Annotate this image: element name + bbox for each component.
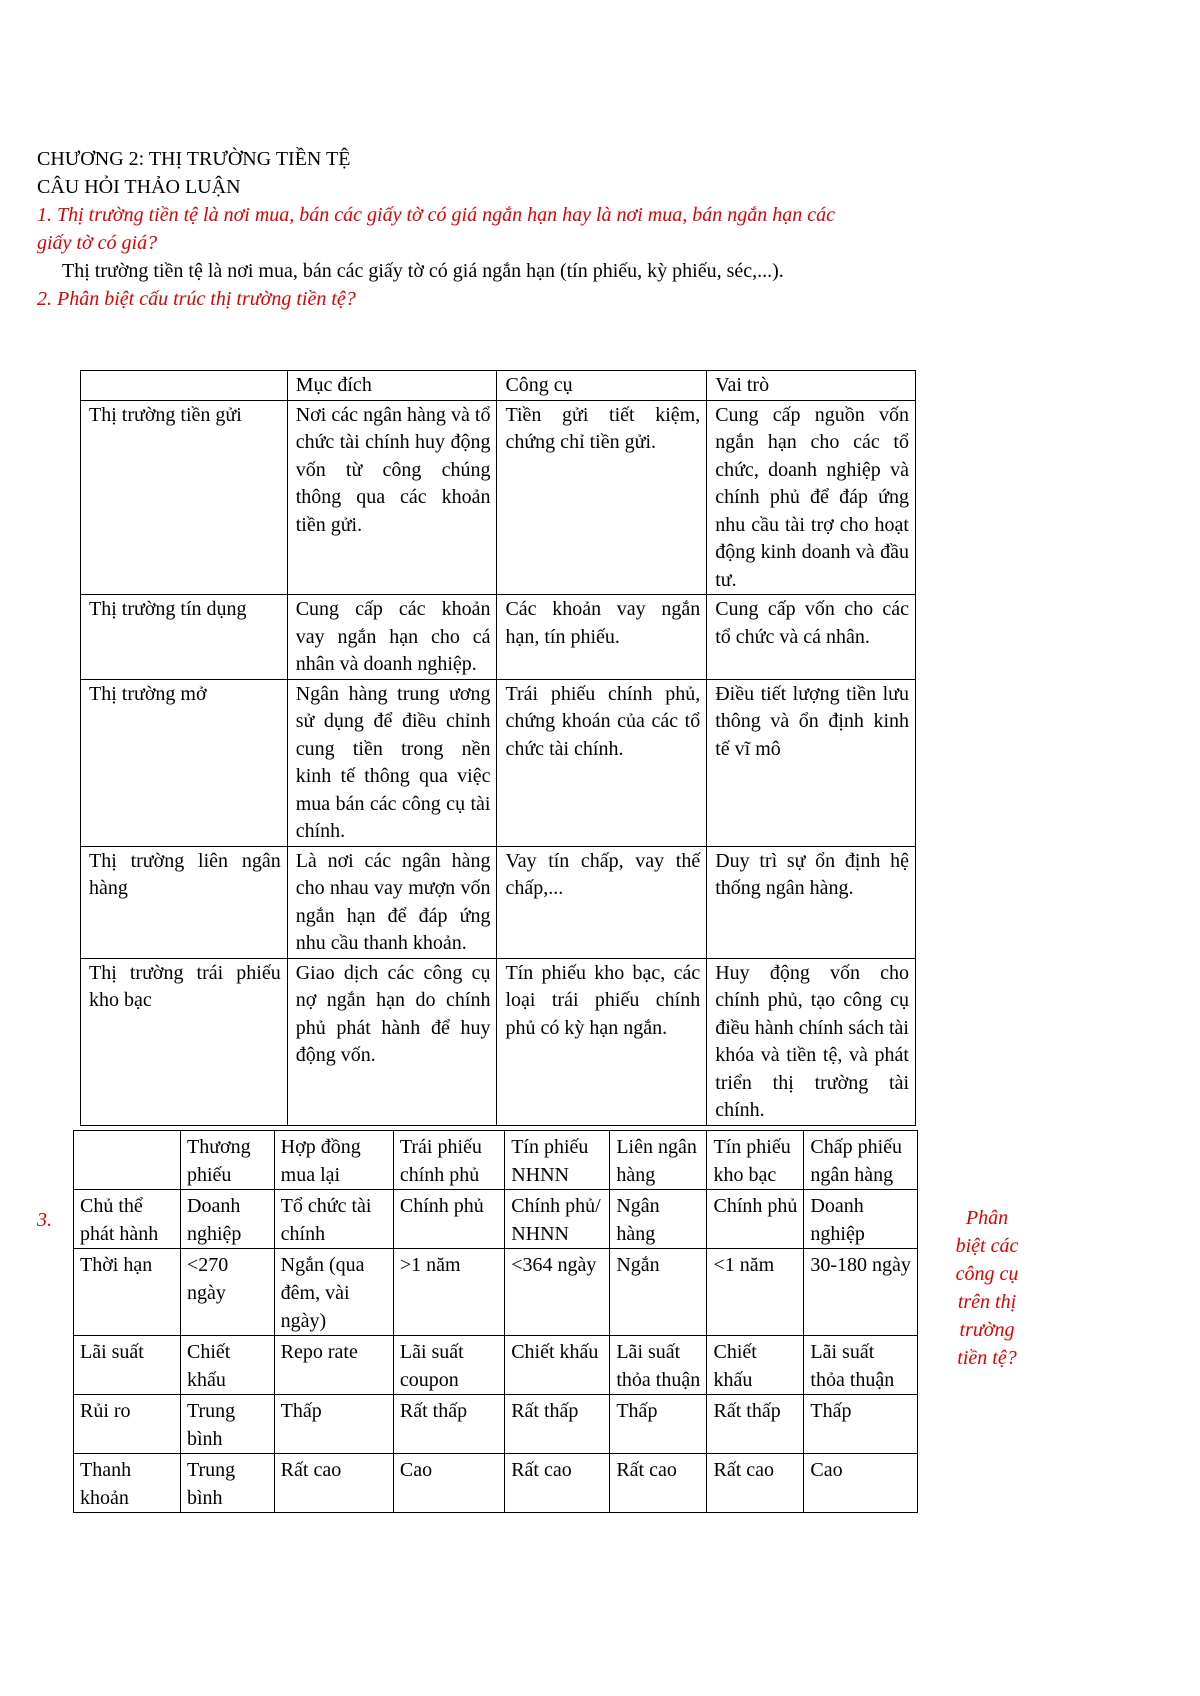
- table-cell: Thị trường trái phiếu kho bạc: [81, 958, 288, 1125]
- table-cell: Tiền gửi tiết kiệm, chứng chỉ tiền gửi.: [497, 400, 707, 595]
- question-2: 2. Phân biệt cấu trúc thị trường tiền tệ?: [37, 288, 356, 310]
- table-row: [81, 595, 916, 680]
- table-cell: Chính phủ/ NHNN: [505, 1190, 610, 1249]
- table-cell: <364 ngày: [505, 1249, 610, 1336]
- note-line: tiền tệ?: [957, 1347, 1017, 1369]
- table-cell: Rủi ro: [74, 1395, 181, 1454]
- table-row: [81, 958, 916, 1125]
- header-cell: [81, 371, 288, 401]
- table-cell: Rất thấp: [707, 1395, 804, 1454]
- note-line: công cụ: [955, 1263, 1019, 1285]
- header-cell: [74, 1131, 181, 1190]
- header-cell: Công cụ: [497, 371, 707, 401]
- header-cell: Thương phiếu: [181, 1131, 275, 1190]
- table-cell: Chính phủ: [707, 1190, 804, 1249]
- table-cell: Ngắn: [610, 1249, 707, 1336]
- table-cell: Trung bình: [181, 1395, 275, 1454]
- note-line: Phân: [965, 1207, 1009, 1229]
- section-subtitle: CÂU HỎI THẢO LUẬN: [37, 176, 241, 198]
- table-cell: 30-180 ngày: [804, 1249, 918, 1336]
- table-row: [74, 1190, 918, 1249]
- question-1-line-1: 1. Thị trường tiền tệ là nơi mua, bán các giấy tờ có giá ngắn hạn hay là nơi mua, bán ngắn hạn các: [37, 204, 835, 226]
- table-header-row: [74, 1131, 918, 1190]
- table-cell: Thấp: [610, 1395, 707, 1454]
- market-structure-table: [80, 370, 916, 1126]
- table-cell: Chiết khấu: [505, 1336, 610, 1395]
- table-cell: Rất cao: [610, 1454, 707, 1513]
- header-cell: Chấp phiếu ngân hàng: [804, 1131, 918, 1190]
- table-cell: >1 năm: [393, 1249, 504, 1336]
- table-cell: Ngân hàng trung ương sử dụng để điều chỉnh cung tiền trong nền kinh tế thông qua việc mua bán các công cụ tài chính.: [287, 679, 497, 846]
- table-cell: Thấp: [804, 1395, 918, 1454]
- question-1-line-2: giấy tờ có giá?: [37, 232, 158, 254]
- header-cell: Liên ngân hàng: [610, 1131, 707, 1190]
- table-cell: Ngắn (qua đêm, vài ngày): [274, 1249, 393, 1336]
- table-cell: Thị trường tín dụng: [81, 595, 288, 680]
- table-cell: Rất cao: [274, 1454, 393, 1513]
- header-cell: Tín phiếu NHNN: [505, 1131, 610, 1190]
- table-cell: Rất cao: [505, 1454, 610, 1513]
- table-cell: Chủ thể phát hành: [74, 1190, 181, 1249]
- table-row: [74, 1395, 918, 1454]
- table-cell: Giao dịch các công cụ nợ ngắn hạn do chính phủ phát hành để huy động vốn.: [287, 958, 497, 1125]
- question-3-note: [932, 1204, 1042, 1372]
- header-cell: Vai trò: [707, 371, 916, 401]
- table-header-row: [81, 371, 916, 401]
- table-cell: Doanh nghiệp: [804, 1190, 918, 1249]
- table-row: [74, 1336, 918, 1395]
- table-row: [81, 846, 916, 958]
- table-cell: Chính phủ: [393, 1190, 504, 1249]
- table-cell: Cao: [393, 1454, 504, 1513]
- table-cell: Trái phiếu chính phủ, chứng khoán của các tổ chức tài chính.: [497, 679, 707, 846]
- table-cell: <270 ngày: [181, 1249, 275, 1336]
- table-cell: Cung cấp các khoản vay ngắn hạn cho cá nhân và doanh nghiệp.: [287, 595, 497, 680]
- table-cell: Lãi suất coupon: [393, 1336, 504, 1395]
- chapter-title: CHƯƠNG 2: THỊ TRƯỜNG TIỀN TỆ: [37, 148, 351, 170]
- table-cell: Tổ chức tài chính: [274, 1190, 393, 1249]
- table-cell: Ngân hàng: [610, 1190, 707, 1249]
- table-cell: Rất cao: [707, 1454, 804, 1513]
- table-row: [81, 679, 916, 846]
- question-3-number: 3.: [37, 1209, 52, 1231]
- table-row: [74, 1454, 918, 1513]
- table-cell: Cao: [804, 1454, 918, 1513]
- table-cell: Rất thấp: [393, 1395, 504, 1454]
- table-cell: Nơi các ngân hàng và tổ chức tài chính huy động vốn từ công chúng thông qua các khoản tiền gửi.: [287, 400, 497, 595]
- table-cell: Lãi suất: [74, 1336, 181, 1395]
- table-cell: Thấp: [274, 1395, 393, 1454]
- table-cell: Tín phiếu kho bạc, các loại trái phiếu chính phủ có kỳ hạn ngắn.: [497, 958, 707, 1125]
- table-cell: Rất thấp: [505, 1395, 610, 1454]
- table-cell: Cung cấp nguồn vốn ngắn hạn cho các tổ chức, doanh nghiệp và chính phủ để đáp ứng nhu cầu tài trợ cho hoạt động kinh doanh và đầu tư.: [707, 400, 916, 595]
- table-cell: Thị trường liên ngân hàng: [81, 846, 288, 958]
- table-cell: Thanh khoản: [74, 1454, 181, 1513]
- table-cell: Điều tiết lượng tiền lưu thông và ổn định kinh tế vĩ mô: [707, 679, 916, 846]
- note-line: trường: [959, 1319, 1015, 1341]
- table-cell: Chiết khấu: [707, 1336, 804, 1395]
- header-cell: Hợp đồng mua lại: [274, 1131, 393, 1190]
- table-cell: Thị trường mở: [81, 679, 288, 846]
- table-cell: Thời hạn: [74, 1249, 181, 1336]
- header-cell: Trái phiếu chính phủ: [393, 1131, 504, 1190]
- table-cell: Repo rate: [274, 1336, 393, 1395]
- table-cell: Chiết khấu: [181, 1336, 275, 1395]
- note-line: biệt các: [955, 1235, 1019, 1257]
- table-row: [81, 400, 916, 595]
- table-cell: Doanh nghiệp: [181, 1190, 275, 1249]
- table-row: [74, 1249, 918, 1336]
- table-cell: Lãi suất thỏa thuận: [610, 1336, 707, 1395]
- table-cell: Huy động vốn cho chính phủ, tạo công cụ điều hành chính sách tài khóa và tiền tệ, và phát triển thị trường tài chính.: [707, 958, 916, 1125]
- header-cell: Tín phiếu kho bạc: [707, 1131, 804, 1190]
- table-cell: Vay tín chấp, vay thế chấp,...: [497, 846, 707, 958]
- header-cell: Mục đích: [287, 371, 497, 401]
- table-cell: Duy trì sự ổn định hệ thống ngân hàng.: [707, 846, 916, 958]
- note-line: trên thị: [957, 1291, 1017, 1313]
- table-cell: Là nơi các ngân hàng cho nhau vay mượn vốn ngắn hạn để đáp ứng nhu cầu thanh khoản.: [287, 846, 497, 958]
- table-cell: Các khoản vay ngắn hạn, tín phiếu.: [497, 595, 707, 680]
- instrument-comparison-table: [73, 1130, 918, 1513]
- table-cell: Trung bình: [181, 1454, 275, 1513]
- answer-1: Thị trường tiền tệ là nơi mua, bán các giấy tờ có giá ngắn hạn (tín phiếu, kỳ phiếu, séc,...).: [62, 260, 784, 282]
- table-cell: Cung cấp vốn cho các tổ chức và cá nhân.: [707, 595, 916, 680]
- table-cell: Thị trường tiền gửi: [81, 400, 288, 595]
- table-cell: Lãi suất thỏa thuận: [804, 1336, 918, 1395]
- table-cell: <1 năm: [707, 1249, 804, 1336]
